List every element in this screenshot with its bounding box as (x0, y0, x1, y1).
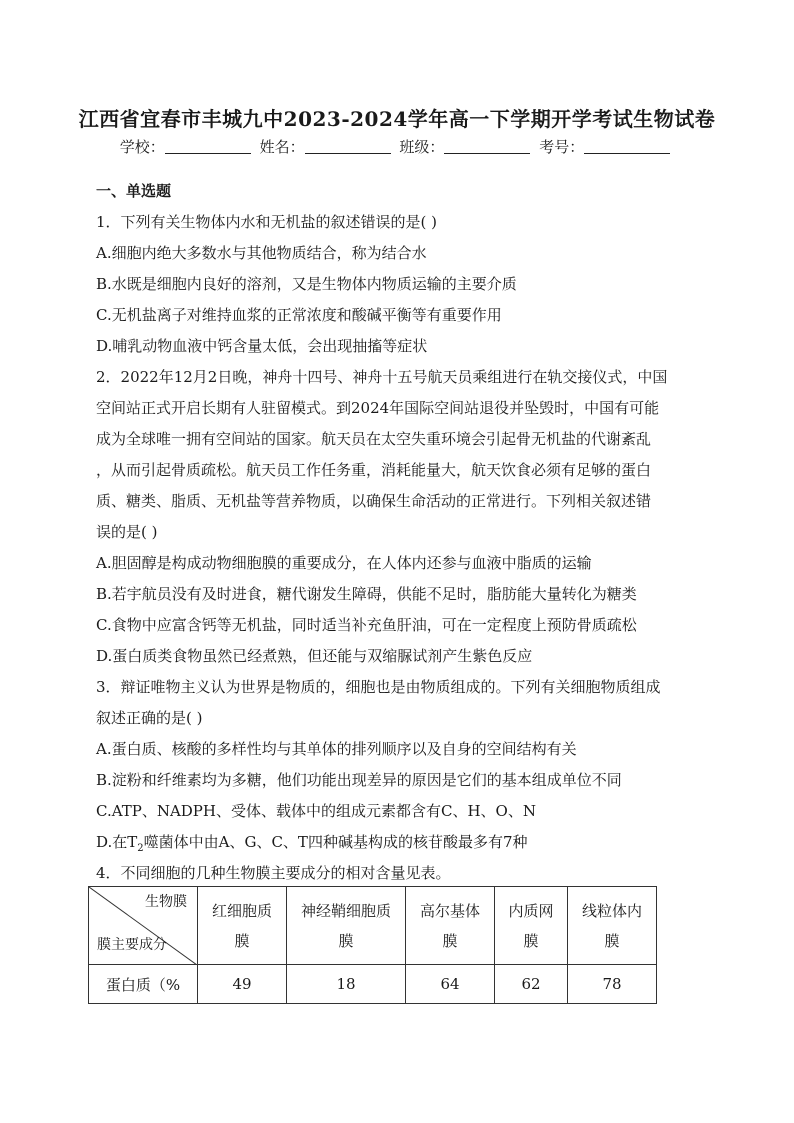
option-b[interactable]: B.水既是细胞内良好的溶剂，又是生物体内物质运输的主要介质 (96, 275, 517, 293)
class-blank[interactable] (444, 139, 530, 154)
table-cell: 78 (568, 965, 657, 1004)
question-2 (96, 362, 706, 672)
question-stem-line: 叙述正确的是( ) (96, 709, 203, 727)
option-d-prefix: D.在T (96, 833, 138, 851)
header-line2: 膜 (234, 931, 250, 950)
table-header-row (89, 887, 657, 965)
exam-title: 江西省宜春市丰城九中2023-2024学年高一下学期开学考试生物试卷 (78, 107, 716, 131)
membrane-composition-table (88, 886, 657, 1004)
question-stem-line: 误的是( ) (96, 523, 158, 541)
question-stem-line: 质、糖类、脂质、无机盐等营养物质，以确保生命活动的正常进行。下列相关叙述错 (96, 492, 652, 510)
corner-bottom-label: 膜主要成分 (97, 937, 167, 953)
name-blank[interactable] (305, 139, 391, 154)
option-b[interactable]: B.若宇航员没有及时进食，糖代谢发生障碍，供能不足时，脂肪能大量转化为糖类 (96, 585, 637, 603)
name-label: 姓名： (259, 138, 305, 156)
question-stem-line: 3．辩证唯物主义认为世界是物质的，细胞也是由物质组成的。下列有关细胞物质组成 (96, 678, 661, 696)
corner-top-label: 生物膜 (145, 894, 187, 910)
question-1 (96, 207, 706, 362)
option-c[interactable]: C.ATP、NADPH、受体、载体中的组成元素都含有C、H、O、N (96, 802, 536, 820)
option-a[interactable]: A.蛋白质、核酸的多样性均与其单体的排列顺序以及自身的空间结构有关 (96, 740, 577, 758)
header-line1: 内质网 (508, 901, 554, 920)
table-cell: 18 (287, 965, 406, 1004)
question-stem: 1．下列有关生物体内水和无机盐的叙述错误的是( ) (96, 213, 438, 231)
class-label: 班级： (399, 138, 445, 156)
option-d[interactable]: D.蛋白质类食物虽然已经煮熟，但还能与双缩脲试剂产生紫色反应 (96, 647, 533, 665)
header-line1: 神经鞘细胞质 (300, 901, 391, 920)
question-stem-line: 成为全球唯一拥有空间站的国家。航天员在太空失重环境会引起骨无机盐的代谢紊乱 (96, 430, 652, 448)
option-d[interactable]: D.哺乳动物血液中钙含量太低，会出现抽搐等症状 (96, 337, 428, 355)
table-header-cell (495, 887, 568, 965)
header-line1: 高尔基体 (419, 901, 480, 920)
subscript-2: 2 (137, 843, 144, 854)
header-line2: 膜 (442, 931, 458, 950)
school-blank[interactable] (165, 139, 251, 154)
header-line2: 膜 (604, 931, 620, 950)
table-cell: 62 (495, 965, 568, 1004)
header-line2: 膜 (338, 931, 354, 950)
student-info-row (0, 136, 794, 157)
exam-number-blank[interactable] (584, 139, 670, 154)
header-line2: 膜 (523, 931, 539, 950)
question-content (96, 176, 706, 889)
option-a[interactable]: A.细胞内绝大多数水与其他物质结合，称为结合水 (96, 244, 427, 262)
table-header-cell (568, 887, 657, 965)
table-cell: 49 (198, 965, 287, 1004)
option-a[interactable]: A.胆固醇是构成动物细胞膜的重要成分，在人体内还参与血液中脂质的运输 (96, 554, 592, 572)
question-stem: 4．不同细胞的几种生物膜主要成分的相对含量见表。 (96, 864, 451, 882)
option-d[interactable] (96, 827, 706, 858)
question-stem-line: 2．2022年12月2日晚，神舟十四号、神舟十五号航天员乘组进行在轨交接仪式，中国 (96, 368, 668, 386)
question-4 (96, 858, 706, 889)
table-header-cell (287, 887, 406, 965)
option-c[interactable]: C.食物中应富含钙等无机盐，同时适当补充鱼肝油，可在一定程度上预防骨质疏松 (96, 616, 637, 634)
table-header-cell (406, 887, 495, 965)
question-3 (96, 672, 706, 858)
table-cell: 64 (406, 965, 495, 1004)
option-b[interactable]: B.淀粉和纤维素均为多糖，他们功能出现差异的原因是它们的基本组成单位不同 (96, 771, 622, 789)
row-label: 蛋白质（% (89, 965, 198, 1004)
question-stem-line: 空间站正式开启长期有人驻留模式。到2024年国际空间站退役并坠毁时，中国有可能 (96, 399, 660, 417)
question-stem-line: ，从而引起骨质疏松。航天员工作任务重，消耗能量大，航天饮食必须有足够的蛋白 (96, 461, 652, 479)
header-line1: 红细胞质 (211, 901, 272, 920)
school-label: 学校： (119, 138, 165, 156)
table-corner-cell (89, 887, 198, 965)
table-row (89, 965, 657, 1004)
option-d-rest: 噬菌体中由A、G、C、T四种碱基构成的核苷酸最多有7种 (143, 833, 528, 851)
header-line1: 线粒体内 (581, 901, 642, 920)
section-heading: 一、单选题 (96, 182, 172, 200)
exam-number-label: 考号： (539, 138, 585, 156)
table-header-cell (198, 887, 287, 965)
option-c[interactable]: C.无机盐离子对维持血浆的正常浓度和酸碱平衡等有重要作用 (96, 306, 502, 324)
